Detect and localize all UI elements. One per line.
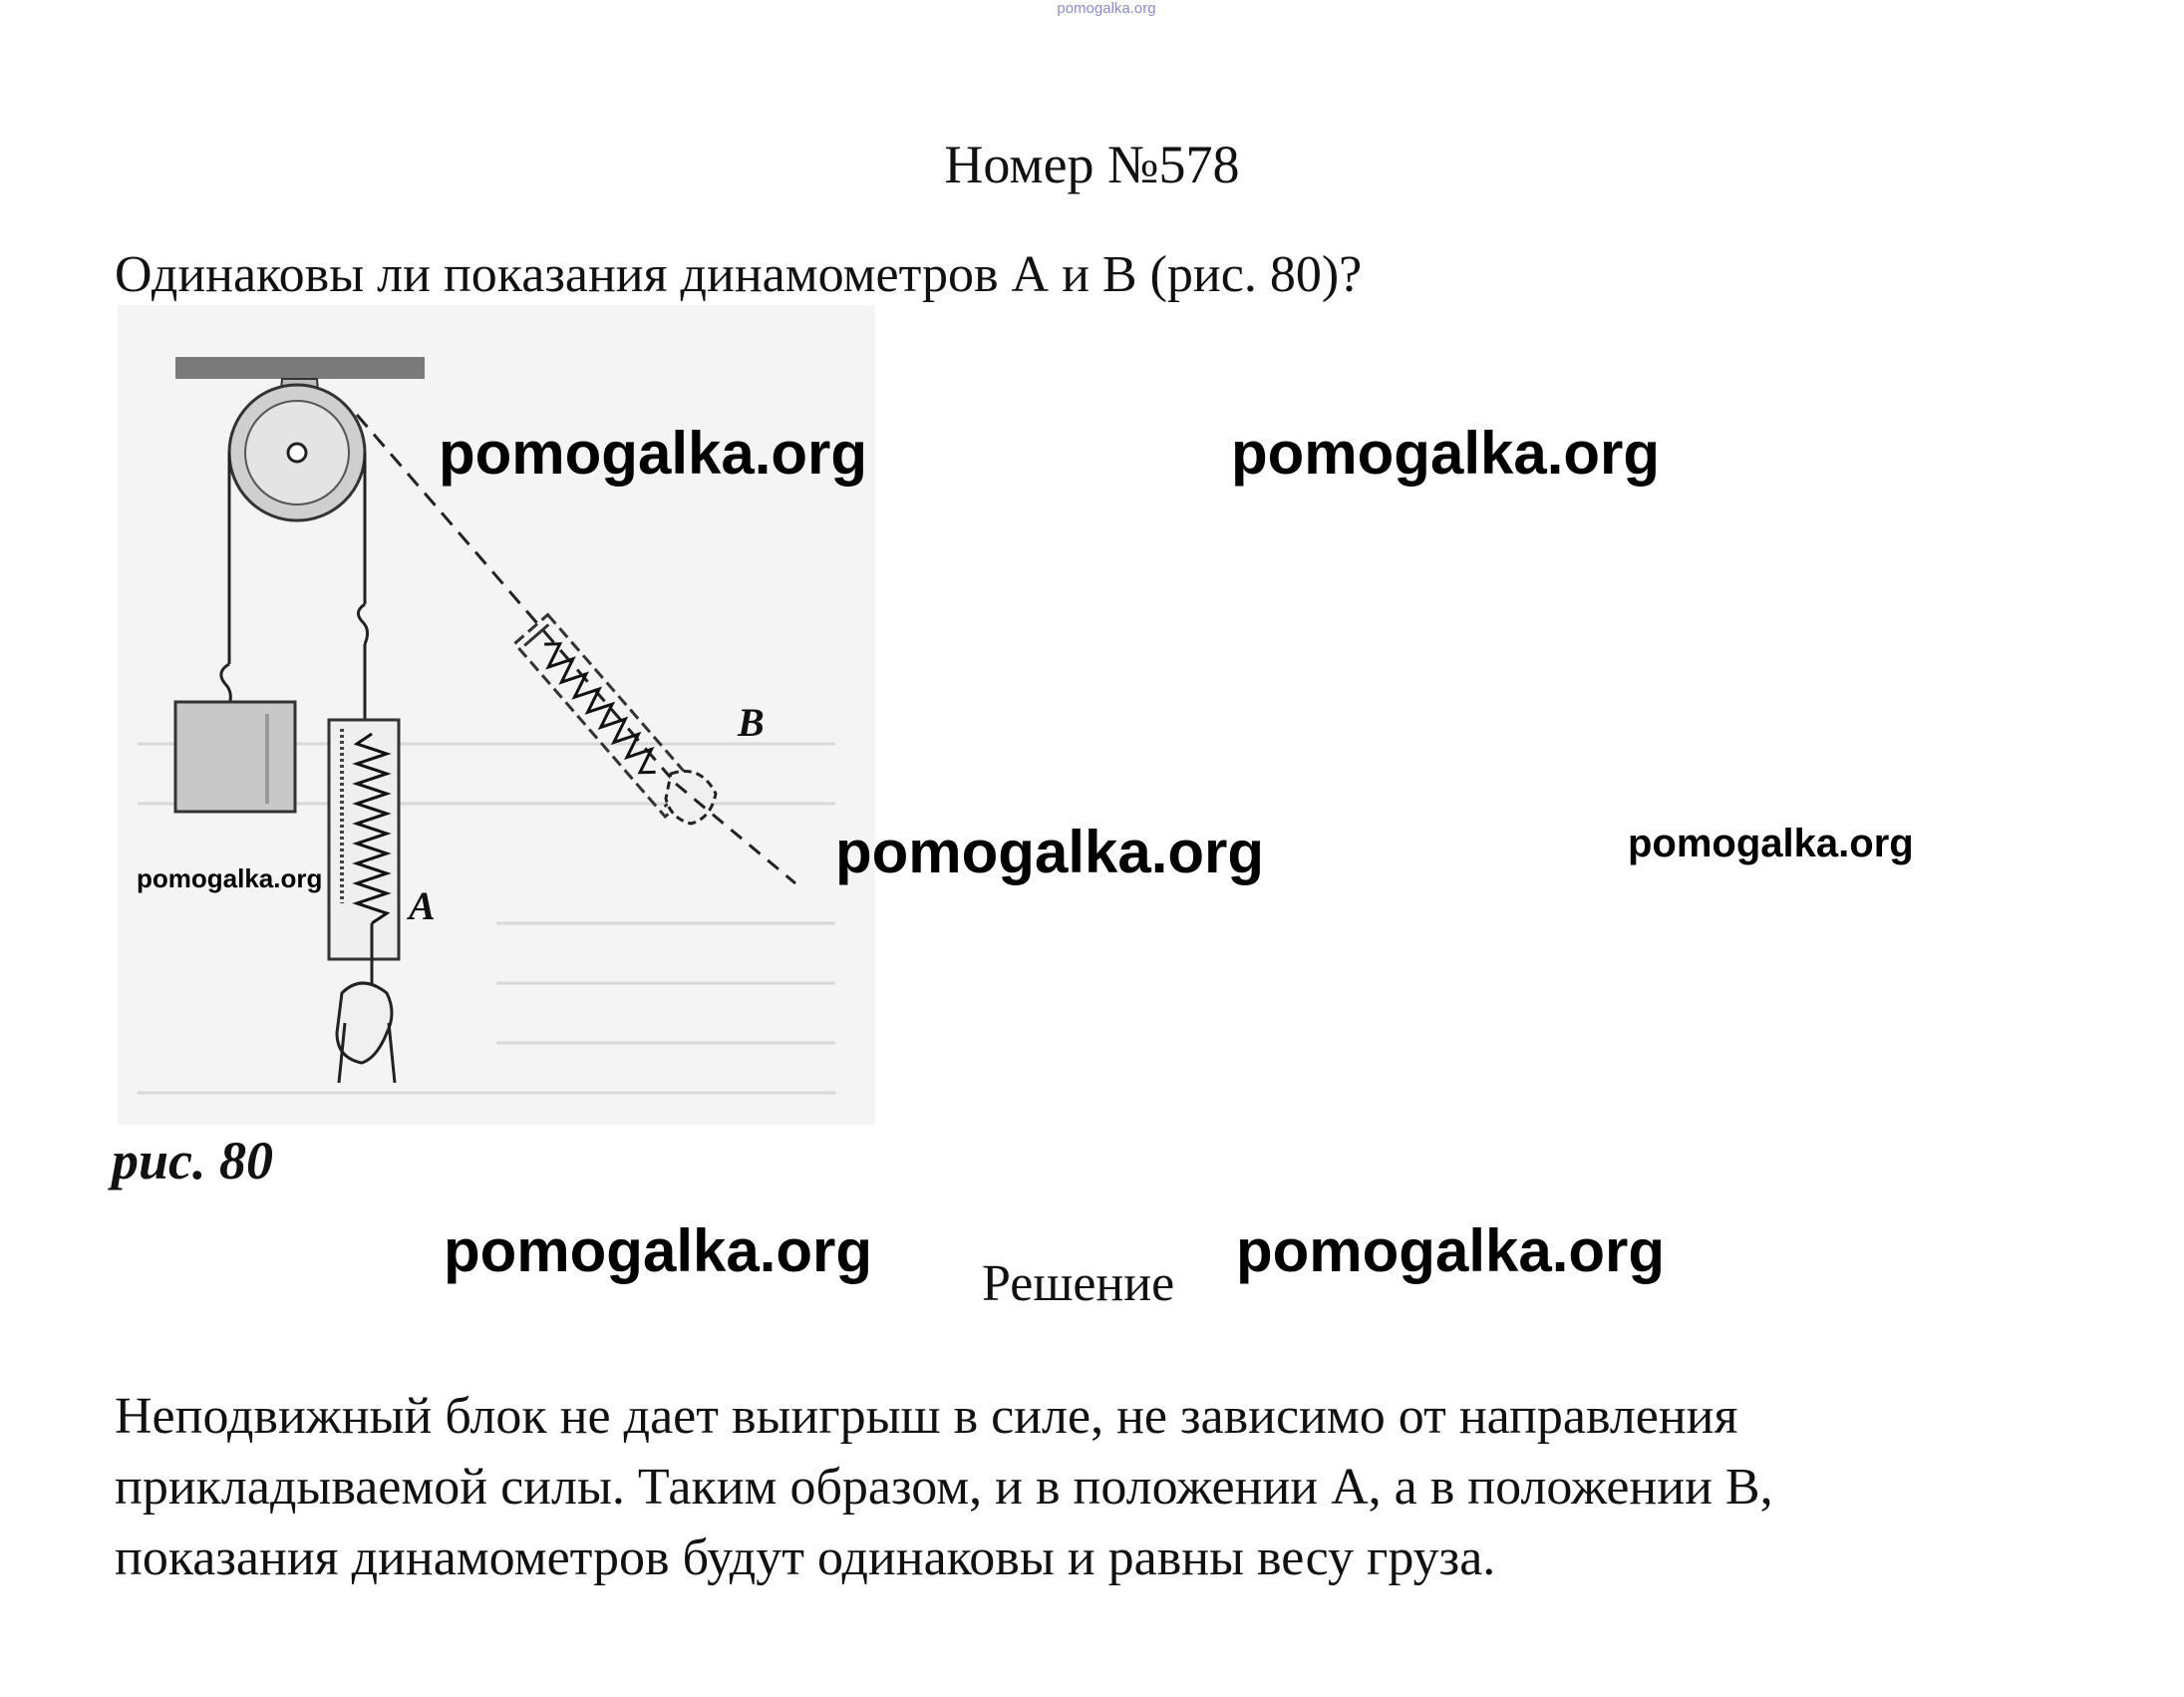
problem-heading: Номер №578 (944, 135, 1240, 194)
figure-caption: рис. 80 (112, 1131, 273, 1190)
problem-question: Одинаковы ли показания динамометров А и В (рис. 80)? (115, 246, 1363, 303)
watermark-text: pomogalka.org (137, 863, 323, 893)
answer-line: показания динамометров будут одинаковы и равны весу груза. (115, 1529, 1496, 1586)
watermark-text: pomogalka.org (835, 819, 1265, 885)
dynamometer-a (329, 720, 399, 959)
pulley-axle (288, 444, 306, 462)
watermark-text: pomogalka.org (1236, 1217, 1666, 1284)
ceiling-beam (175, 357, 425, 379)
watermark-text: pomogalka.org (444, 1217, 873, 1284)
watermark-text: pomogalka.org (1231, 420, 1661, 487)
watermark-text: pomogalka.org (1628, 822, 1914, 865)
top-watermark: pomogalka.org (1057, 0, 1156, 17)
weight-block (175, 702, 295, 812)
answer-line: прикладываемой силы. Таким образом, и в положении А, а в положении В, (115, 1459, 1773, 1516)
solution-title: Решение (982, 1255, 1175, 1312)
answer-line: Неподвижный блок не дает выигрыш в силе, не зависимо от направления (115, 1388, 1738, 1445)
watermark-text: pomogalka.org (439, 420, 868, 487)
label-b: B (738, 700, 765, 745)
label-a: A (409, 883, 436, 928)
answer-text (115, 1381, 2108, 1593)
